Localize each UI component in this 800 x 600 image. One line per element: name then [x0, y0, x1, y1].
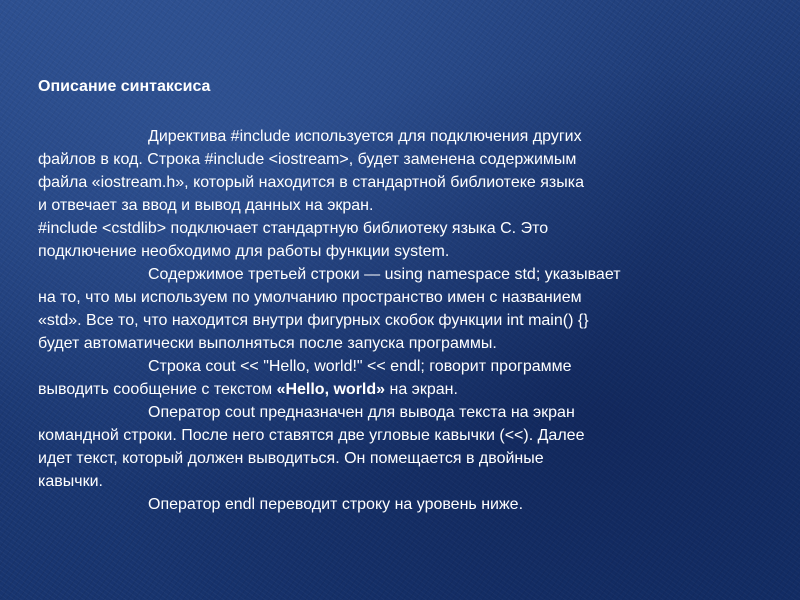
- paragraph-line: на то, что мы используем по умолчанию пространство имен с названием: [38, 289, 582, 306]
- paragraph-line: кавычки.: [38, 473, 103, 490]
- line-text: Строка cout << "Hello, world!" << endl; говорит программе: [148, 358, 572, 375]
- paragraph-line: [38, 125, 766, 148]
- paragraph-line: файла «iostream.h», который находится в стандартной библиотеке языка: [38, 174, 584, 191]
- paragraph-line: подключение необходимо для работы функции system.: [38, 243, 450, 260]
- paragraph-line: будет автоматически выполняться после запуска программы.: [38, 335, 497, 352]
- hello-world-bold: «Hello, world»: [276, 381, 386, 398]
- slide-heading: Описание синтаксиса: [38, 78, 211, 95]
- paragraph-line: [38, 263, 766, 286]
- line-text: Оператор cout предназначен для вывода текста на экран: [148, 404, 575, 421]
- paragraph-line: #include <cstdlib> подключает стандартную библиотеку языка C. Это: [38, 220, 549, 237]
- paragraph-line: и отвечает за ввод и вывод данных на экран.: [38, 197, 374, 214]
- line-text: Директива #include используется для подключения других: [148, 128, 582, 145]
- line-text: Оператор endl переводит строку на уровень ниже.: [148, 496, 524, 513]
- paragraph-line: [38, 355, 766, 378]
- line-text: выводить сообщение с текстом: [38, 381, 277, 398]
- line-text: на экран.: [385, 381, 458, 398]
- paragraph-line: [38, 378, 766, 401]
- paragraph-line: [38, 401, 766, 424]
- slide-content: [38, 75, 766, 516]
- paragraph-line: командной строки. После него ставятся две угловые кавычки (<<). Далее: [38, 427, 585, 444]
- line-text: Содержимое третьей строки — using namespace std; указывает: [148, 266, 621, 283]
- paragraph-line: «std». Все то, что находится внутри фигурных скобок функции int main() {}: [38, 312, 589, 329]
- paragraph-line: идет текст, который должен выводиться. Он помещается в двойные: [38, 450, 544, 467]
- paragraph-line: [38, 493, 766, 516]
- paragraph-line: файлов в код. Строка #include <iostream>, будет заменена содержимым: [38, 151, 577, 168]
